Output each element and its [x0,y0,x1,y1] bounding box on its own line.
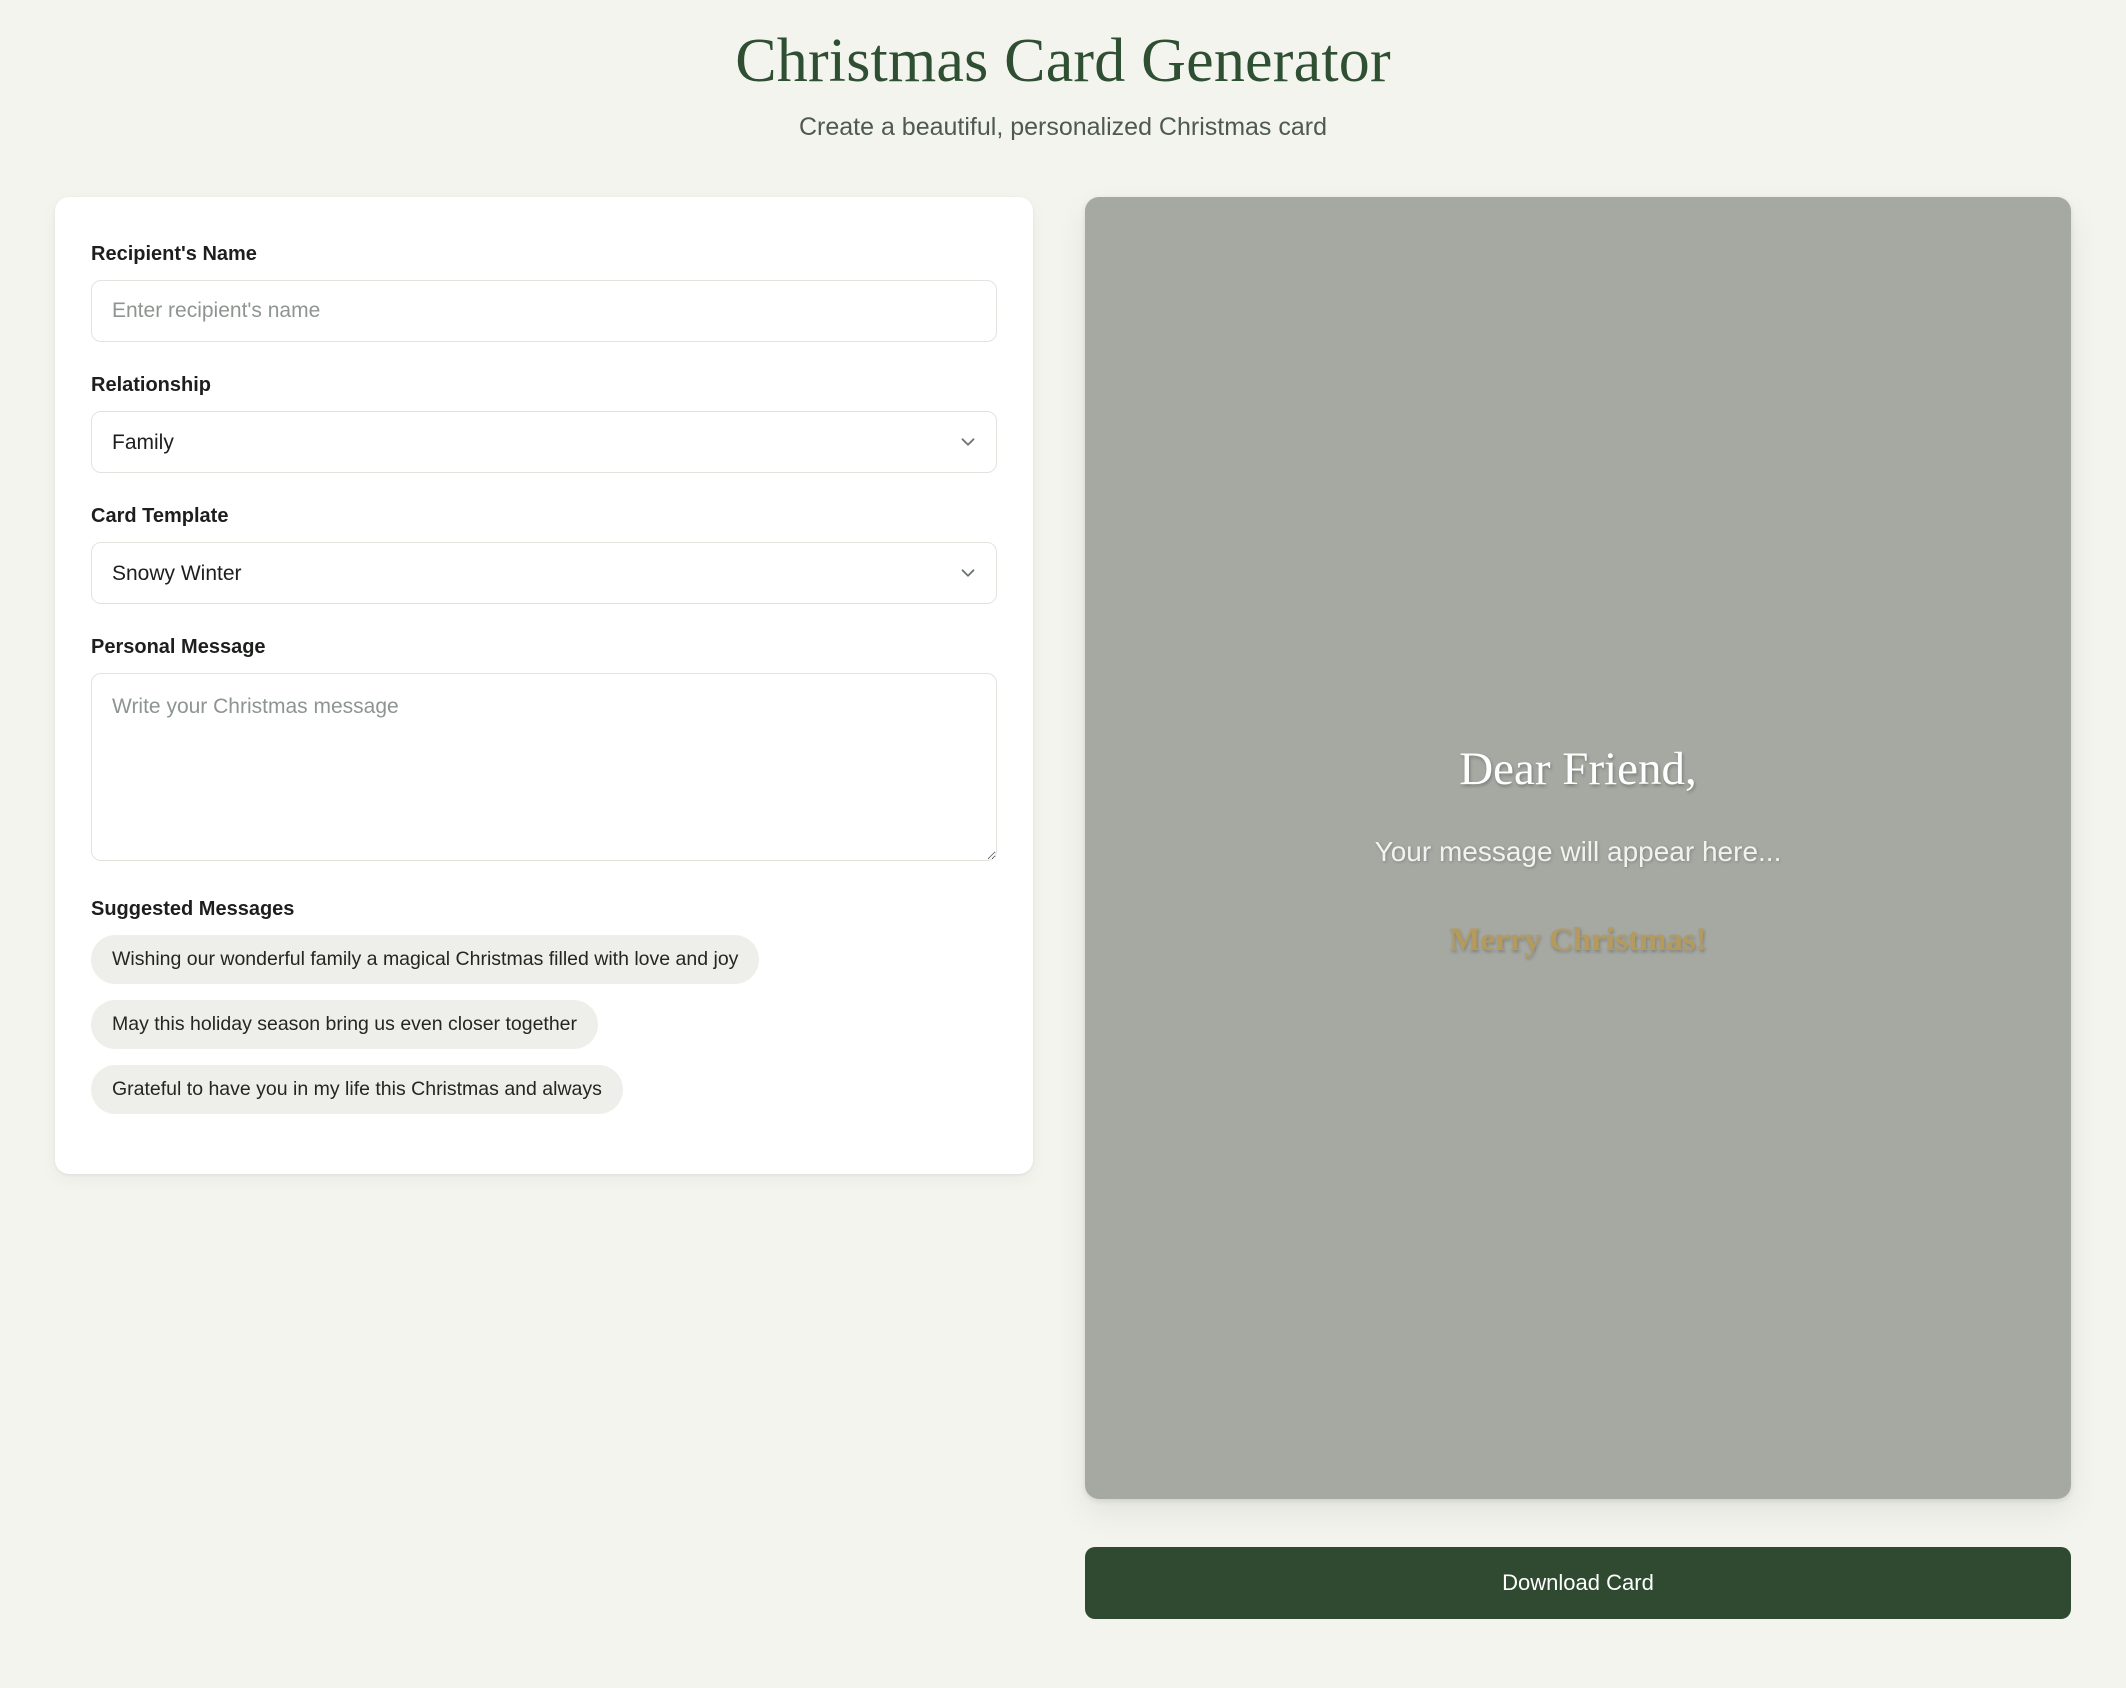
recipient-name-input[interactable] [91,280,997,342]
field-card-template [91,505,997,604]
card-preview-content [1085,742,2071,959]
suggestion-chip-1[interactable]: Wishing our wonderful family a magical Christmas filled with love and joy [91,935,759,984]
card-template-select-wrapper [91,542,997,604]
card-template-select[interactable] [91,542,997,604]
recipient-name-label: Recipient's Name [91,243,257,265]
form-column [55,197,1033,1174]
card-form-panel [55,197,1033,1174]
suggested-messages-list [91,935,997,1130]
preview-column [1085,197,2071,1619]
field-suggested-messages [91,898,997,1130]
page-header [0,0,2126,142]
list-item [91,935,997,1000]
field-personal-message [91,636,997,866]
download-card-button[interactable]: Download Card [1085,1547,2071,1619]
card-preview-greeting: Dear Friend, [1459,743,1697,795]
personal-message-textarea[interactable] [91,673,997,861]
relationship-select[interactable] [91,411,997,473]
relationship-label: Relationship [91,374,212,396]
list-item [91,1000,997,1065]
field-relationship [91,374,997,473]
page-subtitle: Create a beautiful, personalized Christmas card [798,113,1328,141]
card-preview-message: Your message will appear here... [1374,836,1782,867]
suggested-messages-label: Suggested Messages [91,898,295,920]
field-recipient-name [91,243,997,342]
card-preview [1085,197,2071,1499]
card-preview-closing: Merry Christmas! [1449,922,1707,958]
card-template-label: Card Template [91,505,229,527]
suggestion-chip-3[interactable]: Grateful to have you in my life this Christmas and always [91,1065,623,1114]
personal-message-label: Personal Message [91,636,266,658]
suggestion-chip-2[interactable]: May this holiday season bring us even closer together [91,1000,598,1049]
main-content [0,142,2126,1619]
relationship-select-wrapper [91,411,997,473]
list-item [91,1065,997,1130]
page-title: Christmas Card Generator [735,27,1391,95]
